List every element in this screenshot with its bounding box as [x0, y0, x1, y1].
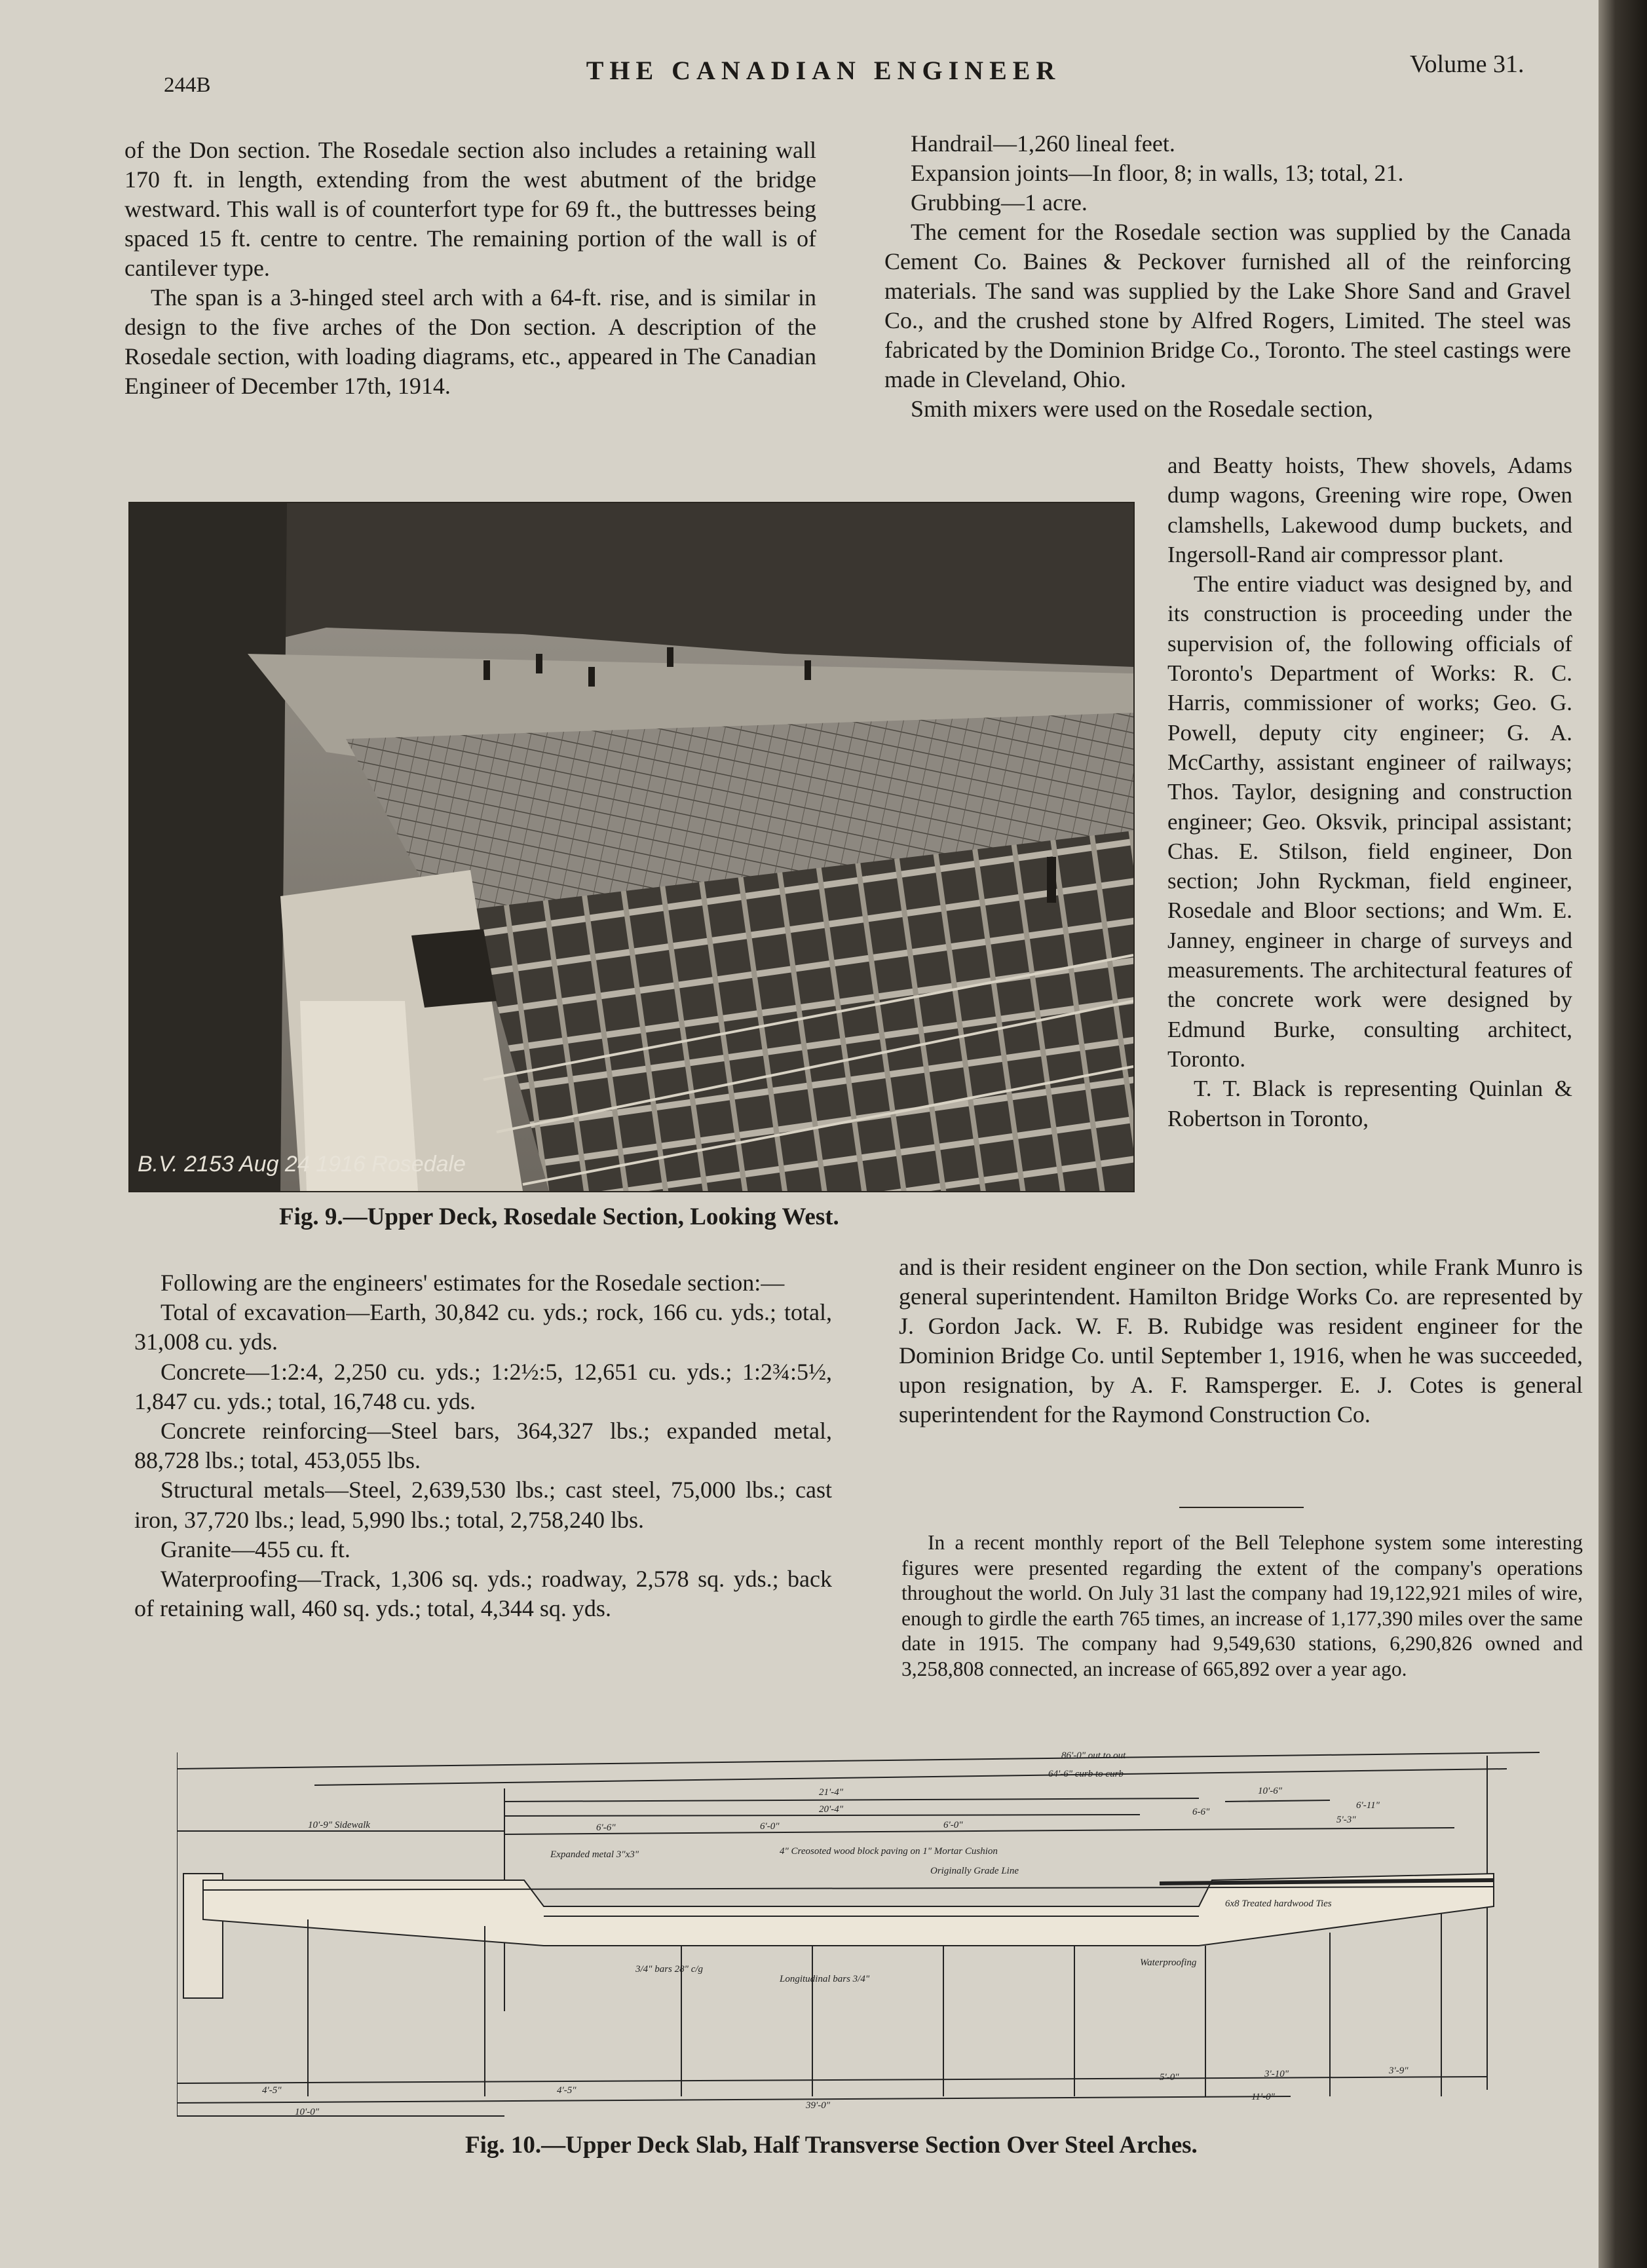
paragraph: The cement for the Rosedale section was supplied by the Canada Cement Co. Baines & Peckover furnished all of the reinforcing materials. The sand was supplied by the Lake Shore Sand and Gravel Co., and the crushed stone by Alfred Rogers, Limited. The steel was fabricated by the Dominion Bridge Co., Toronto. The steel castings were made in Cleveland, Ohio.	[884, 219, 1571, 392]
left-column-mid	[134, 1268, 832, 1623]
list-item: Granite—455 cu. ft.	[161, 1536, 350, 1562]
dimension-label: 3'-9"	[1389, 2066, 1409, 2076]
dimension-label: 11'-0"	[1251, 2092, 1275, 2102]
bell-telephone-note	[901, 1530, 1583, 1682]
fig10-caption: Fig. 10.—Upper Deck Slab, Half Transverse Section Over Steel Arches.	[465, 2132, 1198, 2159]
dimension-label: 6-6"	[1192, 1807, 1210, 1817]
right-column-top	[884, 129, 1571, 424]
construction-photo	[130, 503, 1133, 1191]
dimension-label: 6'-11"	[1356, 1800, 1380, 1811]
paragraph: Smith mixers were used on the Rosedale section,	[911, 396, 1373, 422]
dimension-label: 5'-0"	[1160, 2072, 1179, 2083]
left-column-top	[124, 136, 816, 401]
volume-label: Volume 31.	[1410, 50, 1524, 78]
dimension-label: 6'-0"	[943, 1820, 963, 1830]
dimension-label: 10'-0"	[295, 2107, 320, 2117]
paragraph: and is their resident engineer on the Don section, while Frank Munro is general superintendent. Hamilton Bridge Works Co. are represented by J. Gordon Jack. W. F. B. Rubidge was resident engineer for the Dominion Bridge Co. until September 1, 1916, when he was succeeded, upon resignation, by A. F. Ramsperger. E. J. Cotes is general superintendent for the Raymond Construction Co.	[899, 1254, 1583, 1427]
list-item: Expansion joints—In floor, 8; in walls, 13; total, 21.	[911, 160, 1404, 186]
right-column-mid	[899, 1253, 1583, 1429]
dimension-label: 5'-3"	[1336, 1815, 1356, 1825]
fig10-drawing	[177, 1749, 1579, 2123]
dimension-label: 6'-0"	[760, 1821, 780, 1832]
dimension-label: 39'-0"	[806, 2100, 831, 2111]
dimension-label: 64'-6" curb to curb	[1048, 1769, 1124, 1779]
dimension-label: 4'-5"	[262, 2085, 282, 2096]
dimension-label: 3'-10"	[1264, 2069, 1289, 2079]
journal-title: THE CANADIAN ENGINEER	[586, 56, 1061, 85]
dimension-label: 21'-4"	[819, 1787, 844, 1798]
list-item: Waterproofing—Track, 1,306 sq. yds.; roadway, 2,578 sq. yds.; back of retaining wall, 460 sq. yds.; total, 4,344 sq. yds.	[134, 1566, 832, 1622]
list-item: Structural metals—Steel, 2,639,530 lbs.; cast steel, 75,000 lbs.; cast iron, 37,720 lbs.; lead, 5,990 lbs.; total, 2,758,240 lbs.	[134, 1477, 832, 1533]
list-item: Grubbing—1 acre.	[911, 189, 1088, 216]
fig9-caption: Fig. 9.—Upper Deck, Rosedale Section, Looking West.	[279, 1203, 839, 1230]
drawing-note: Originally Grade Line	[930, 1866, 1019, 1876]
drawing-note: 4" Creosoted wood block paving on 1" Mortar Cushion	[780, 1846, 998, 1857]
drawing-note: Longitudinal bars 3/4"	[780, 1974, 870, 1984]
dimension-label: 6'-6"	[596, 1823, 616, 1833]
drawing-note: Waterproofing	[1140, 1957, 1197, 1968]
section-divider	[1179, 1507, 1304, 1508]
drawing-note: 3/4" bars 28" c/g	[635, 1964, 704, 1975]
right-column-narrow	[1167, 451, 1572, 1133]
list-item: Concrete—1:2:4, 2,250 cu. yds.; 1:2½:5, 12,651 cu. yds.; 1:2¾:5½, 1,847 cu. yds.; total, 16,748 cu. yds.	[134, 1358, 832, 1414]
dimension-label: 86'-0" out to out	[1061, 1750, 1126, 1761]
page-number: 244B	[164, 73, 211, 97]
fig9-photograph	[128, 502, 1135, 1192]
section-drawing	[177, 1749, 1579, 2123]
drawing-note: 6x8 Treated hardwood Ties	[1225, 1899, 1332, 1909]
dimension-label: 10'-6"	[1258, 1786, 1283, 1796]
paragraph: and Beatty hoists, Thew shovels, Adams dump wagons, Greening wire rope, Owen clamshells, Lakewood dump buckets, and Ingersoll-Rand air compressor plant.	[1167, 453, 1572, 567]
paragraph: The span is a 3-hinged steel arch with a 64-ft. rise, and is similar in design to the five arches of the Don section. A description of the Rosedale section, with loading diagrams, etc., appeared in The Canadian Engineer of December 17th, 1914.	[124, 284, 816, 399]
paragraph: Following are the engineers' estimates for the Rosedale section:—	[161, 1270, 785, 1296]
paragraph: of the Don section. The Rosedale section also includes a retaining wall 170 ft. in length, extending from the west abutment of the bridge westward. This wall is of counterfort type for 69 ft., the buttresses being spaced 15 ft. centre to centre. The remaining portion of the wall is of cantilever type.	[124, 137, 816, 281]
list-item: Concrete reinforcing—Steel bars, 364,327 lbs.; expanded metal, 88,728 lbs.; total, 453,055 lbs.	[134, 1418, 832, 1474]
paragraph: The entire viaduct was designed by, and its construction is proceeding under the supervision of, the following officials of Toronto's Department of Works: R. C. Harris, commissioner of works; Geo. G. Powell, deputy city engineer; G. A. McCarthy, assistant engineer of railways; Thos. Taylor, designing and construction engineer; Geo. Oksvik, principal assistant; Chas. E. Stilson, field engineer, Don section; John Ryckman, field engineer, Rosedale and Bloor sections; and Wm. E. Janney, engineer in charge of surveys and measurements. The architectural features of the concrete work were designed by Edmund Burke, consulting architect, Toronto.	[1167, 571, 1572, 1072]
paragraph: T. T. Black is representing Quinlan & Robertson in Toronto,	[1167, 1076, 1572, 1131]
dimension-label: 20'-4"	[819, 1804, 844, 1815]
page-binding-shadow	[1599, 0, 1647, 2268]
dimension-label: 4'-5"	[557, 2085, 577, 2096]
photo-stamp: B.V. 2153 Aug 24 1916 Rosedale	[138, 1152, 466, 1177]
paragraph: In a recent monthly report of the Bell Telephone system some interesting figures were presented regarding the extent of the company's operations throughout the world. On July 31 last the company had 19,122,921 miles of wire, enough to girdle the earth 765 times, an increase of 1,177,390 miles over the same date in 1915. The company had 9,549,630 stations, 6,290,826 owned and 3,258,808 connected, an increase of 665,892 over a year ago.	[901, 1531, 1583, 1680]
list-item: Handrail—1,260 lineal feet.	[911, 130, 1175, 157]
list-item: Total of excavation—Earth, 30,842 cu. yds.; rock, 166 cu. yds.; total, 31,008 cu. yds.	[134, 1299, 832, 1355]
dimension-label: 10'-9" Sidewalk	[308, 1820, 370, 1830]
drawing-note: Expanded metal 3"x3"	[550, 1849, 639, 1860]
